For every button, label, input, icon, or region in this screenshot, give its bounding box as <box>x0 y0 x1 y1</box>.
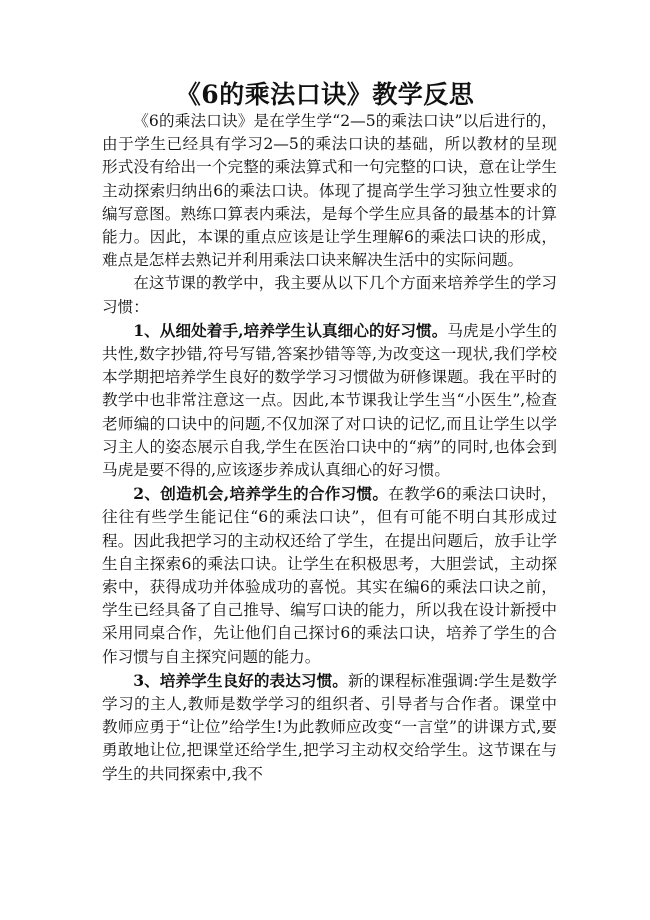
paragraph-heading: 1、从细处着手,培养学生认真细心的好习惯。 <box>133 320 448 340</box>
paragraph-text: 在教学6的乘法口诀时，往往有些学生能记住“6的乘法口诀”，但有可能不明白其形成过程。因此我把学习的主动权还给了学生，在提出问题后，放手让学生自主探索6的乘法口诀。让学生在积极思考，大胆尝试，主动探索中，获得成功并体验成功的喜悦。其实在编6的乘法口诀之前，学生已经具备了自己推导、编写口诀的能力，所以我在设计新授中采用同桌合作，先让他们自己探讨6的乘法口诀，培养了学生的合作习惯与自主探究问题的能力。 <box>102 485 558 666</box>
paragraph-heading: 2、创造机会,培养学生的合作习惯。 <box>133 484 389 504</box>
paragraph-text: 《6的乘法口诀》是在学生学“2—5的乘法口诀”以后进行的，由于学生已经具有学习2—5的乘法口诀的基础，所以教材的呈现形式没有给出一个完整的乘法算式和一句完整的口诀，意在让学生主动探索归纳出6的乘法口诀。体现了提高学生学习独立性要求的编写意图。熟练口算表内乘法，是每个学生应具备的最基本的计算能力。因此，本课的重点应该是让学生理解6的乘法口诀的形成，难点是怎样去熟记并利用乘法口诀来解决生活中的实际问题。 <box>102 112 557 270</box>
paragraph-text: 马虎是小学生的共性,数字抄错,符号写错,答案抄错等等,为改变这一现状,我们学校本学期把培养学生良好的数学学习习惯做为研修课题。我在平时的教学中也非常注意这一点。因此,本节课我让学生当“小医生”,检查老师编的口诀中的问题,不仅加深了对口诀的记忆,而且让学生以学习主人的姿态展示自我,学生在医治口诀中的“病”的同时,也体会到马虎是要不得的,应该逐步养成认真细心的好习惯。 <box>102 321 557 480</box>
paragraph-overview <box>102 272 557 318</box>
document-body <box>102 110 557 786</box>
paragraph-intro <box>102 110 557 272</box>
paragraph-text: 在这节课的教学中，我主要从以下几个方面来培养学生的学习习惯： <box>102 274 557 316</box>
paragraph-heading: 3、培养学生良好的表达习惯。 <box>133 670 348 690</box>
paragraph-point-2 <box>102 482 557 669</box>
paragraph-point-3 <box>102 669 557 786</box>
paragraph-text: 新的课程标准强调:学生是数学学习的主人,教师是数学学习的组织者、引导者与合作者。课堂中教师应勇于“让位”给学生!为此教师应改变“一言堂”的讲课方式,要勇敢地让位,把课堂还给学生,把学习主动权交给学生。这节课在与学生的共同探索中,我不 <box>102 671 557 783</box>
document-title: 《6的乘法口诀》教学反思 <box>175 80 475 109</box>
paragraph-point-1 <box>102 319 557 482</box>
